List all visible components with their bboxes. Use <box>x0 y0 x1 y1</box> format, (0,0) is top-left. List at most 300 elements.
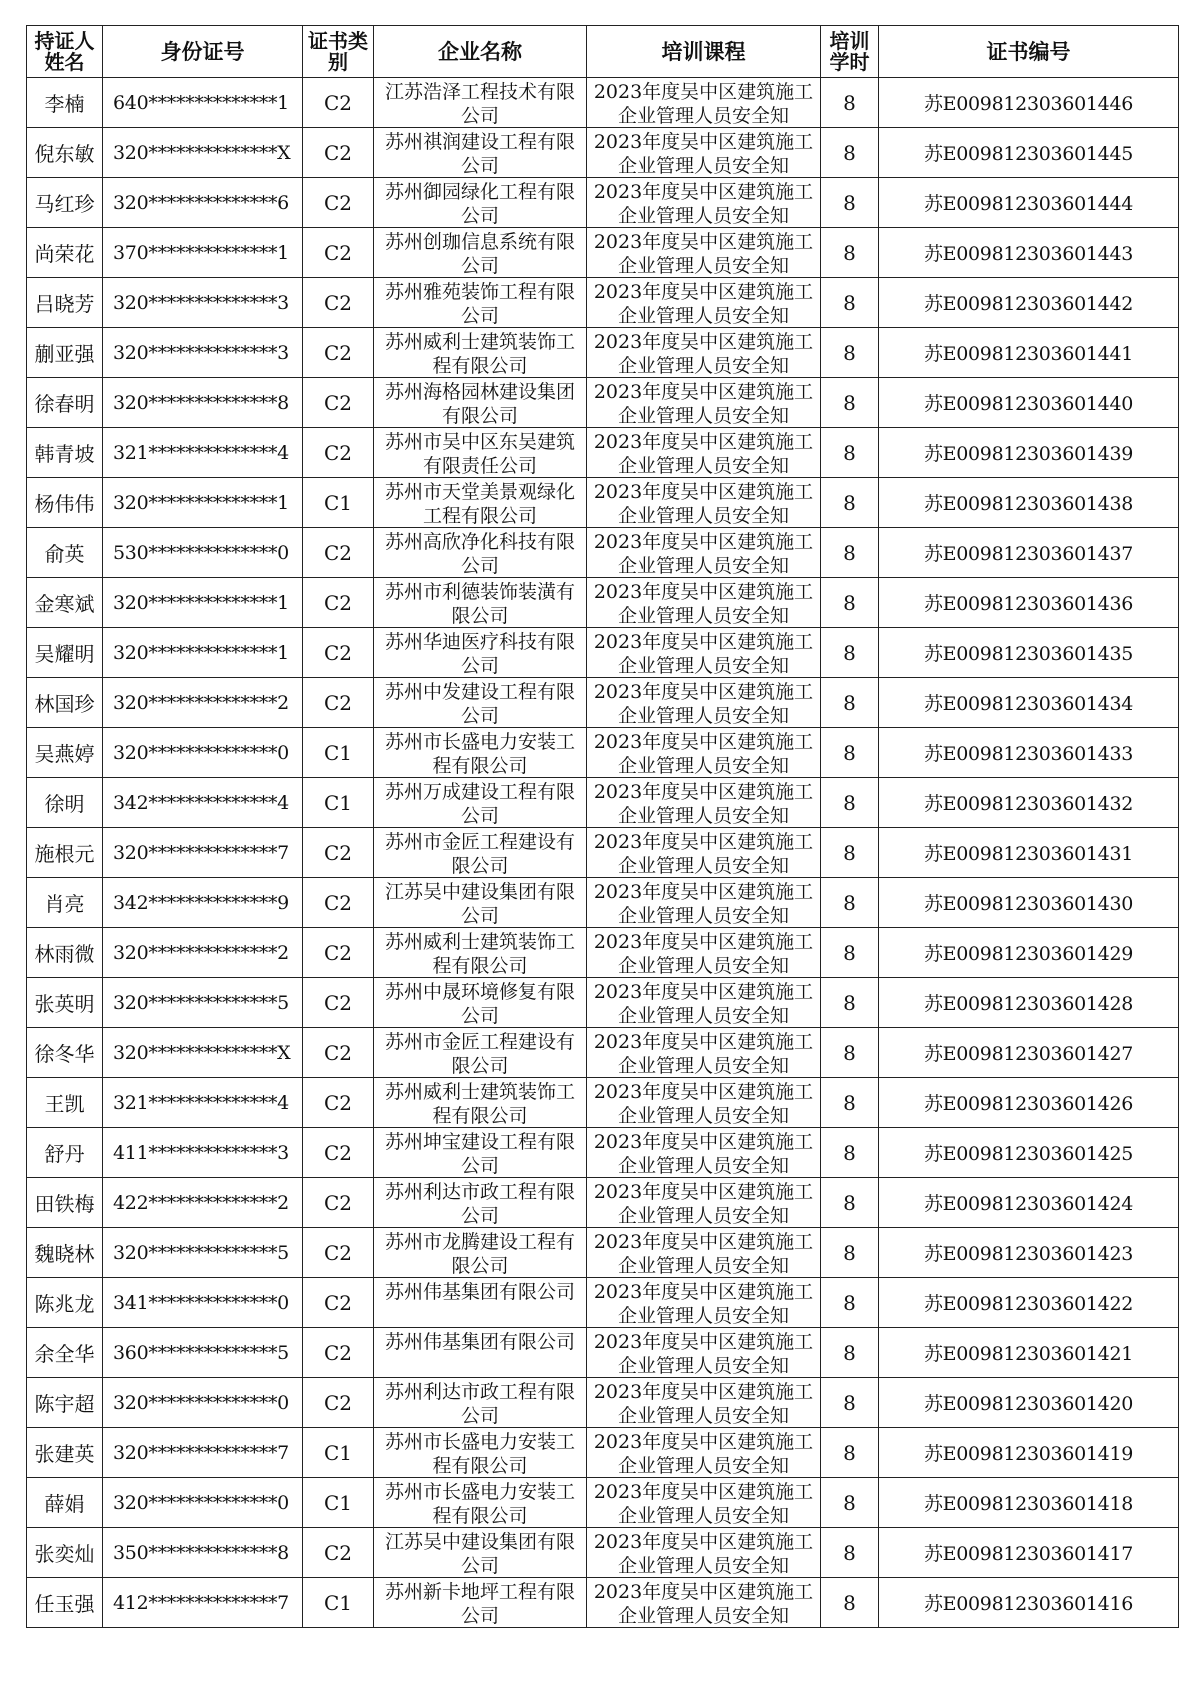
cell-company-text: 苏州伟基集团有限公司 <box>384 1280 575 1303</box>
cell-course <box>587 428 821 478</box>
table-row <box>27 1278 1179 1328</box>
cell-hours: 8 <box>821 928 879 978</box>
table-row <box>27 1128 1179 1178</box>
cell-course <box>587 528 821 578</box>
cell-cert-number: 苏E009812303601420 <box>879 1378 1179 1428</box>
table-row <box>27 1228 1179 1278</box>
cell-course <box>587 1128 821 1178</box>
cell-cert-number: 苏E009812303601416 <box>879 1578 1179 1628</box>
cell-id-number: 341**************0 <box>103 1278 303 1328</box>
cell-cert-type: C2 <box>303 428 374 478</box>
cell-id-number: 320**************0 <box>103 1378 303 1428</box>
cell-id-number: 342**************4 <box>103 778 303 828</box>
cell-company <box>374 428 587 478</box>
cell-hours: 8 <box>821 1128 879 1178</box>
cell-course-text: 2023年度吴中区建筑施工企业管理人员安全知 <box>593 680 814 726</box>
cell-course <box>587 578 821 628</box>
table-row <box>27 928 1179 978</box>
cell-cert-type: C2 <box>303 1228 374 1278</box>
cell-holder-name: 林国珍 <box>27 678 103 728</box>
cell-holder-name: 陈宇超 <box>27 1378 103 1428</box>
cell-course-text: 2023年度吴中区建筑施工企业管理人员安全知 <box>593 1530 814 1576</box>
cell-cert-type: C2 <box>303 228 374 278</box>
cell-cert-type: C2 <box>303 1028 374 1078</box>
cell-course-text: 2023年度吴中区建筑施工企业管理人员安全知 <box>593 530 814 576</box>
cell-holder-name: 徐明 <box>27 778 103 828</box>
cell-course-text: 2023年度吴中区建筑施工企业管理人员安全知 <box>593 780 814 826</box>
cell-company <box>374 528 587 578</box>
cell-hours: 8 <box>821 428 879 478</box>
cell-course-text: 2023年度吴中区建筑施工企业管理人员安全知 <box>593 230 814 276</box>
table-row <box>27 128 1179 178</box>
cell-hours: 8 <box>821 1078 879 1128</box>
cell-cert-type: C1 <box>303 728 374 778</box>
cell-company-text: 苏州利达市政工程有限公司 <box>384 1380 575 1426</box>
cell-cert-number: 苏E009812303601418 <box>879 1478 1179 1528</box>
cell-cert-type: C2 <box>303 378 374 428</box>
cell-cert-type: C2 <box>303 1128 374 1178</box>
header-company: 企业名称 <box>374 26 587 78</box>
cell-cert-number: 苏E009812303601444 <box>879 178 1179 228</box>
cell-company <box>374 578 587 628</box>
cell-course <box>587 1028 821 1078</box>
cell-course-text: 2023年度吴中区建筑施工企业管理人员安全知 <box>593 1430 814 1476</box>
cell-course <box>587 1078 821 1128</box>
cell-course-text: 2023年度吴中区建筑施工企业管理人员安全知 <box>593 280 814 326</box>
table-row <box>27 1178 1179 1228</box>
cell-company <box>374 128 587 178</box>
cell-holder-name: 张奕灿 <box>27 1528 103 1578</box>
table-row <box>27 678 1179 728</box>
table-row <box>27 778 1179 828</box>
cell-company <box>374 78 587 128</box>
cell-hours: 8 <box>821 1328 879 1378</box>
cell-cert-type: C2 <box>303 678 374 728</box>
cell-holder-name: 吴燕婷 <box>27 728 103 778</box>
cell-holder-name: 田铁梅 <box>27 1178 103 1228</box>
cell-company <box>374 878 587 928</box>
cell-company-text: 苏州市吴中区东吴建筑有限责任公司 <box>384 430 575 476</box>
cell-cert-number: 苏E009812303601421 <box>879 1328 1179 1378</box>
cell-cert-number: 苏E009812303601445 <box>879 128 1179 178</box>
header-course: 培训课程 <box>587 26 821 78</box>
cell-hours: 8 <box>821 1428 879 1478</box>
cell-course <box>587 328 821 378</box>
cell-course <box>587 228 821 278</box>
cell-hours: 8 <box>821 678 879 728</box>
cell-company <box>374 278 587 328</box>
cell-cert-type: C2 <box>303 1378 374 1428</box>
cell-cert-number: 苏E009812303601424 <box>879 1178 1179 1228</box>
cell-company-text: 苏州中晟环境修复有限公司 <box>384 980 575 1026</box>
cell-company-text: 苏州高欣净化科技有限公司 <box>384 530 575 576</box>
cell-id-number: 320**************3 <box>103 278 303 328</box>
cell-company-text: 苏州万成建设工程有限公司 <box>384 780 575 826</box>
table-row <box>27 278 1179 328</box>
cell-company-text: 苏州御园绿化工程有限公司 <box>384 180 575 226</box>
table-row <box>27 478 1179 528</box>
cell-cert-type: C2 <box>303 978 374 1028</box>
cell-id-number: 321**************4 <box>103 428 303 478</box>
cell-course-text: 2023年度吴中区建筑施工企业管理人员安全知 <box>593 1480 814 1526</box>
cell-cert-number: 苏E009812303601425 <box>879 1128 1179 1178</box>
cell-cert-number: 苏E009812303601430 <box>879 878 1179 928</box>
cell-course-text: 2023年度吴中区建筑施工企业管理人员安全知 <box>593 80 814 126</box>
cell-holder-name: 李楠 <box>27 78 103 128</box>
cell-hours: 8 <box>821 228 879 278</box>
cell-course <box>587 278 821 328</box>
cell-cert-type: C1 <box>303 1428 374 1478</box>
cell-company-text: 苏州市龙腾建设工程有限公司 <box>384 1230 575 1276</box>
cell-company <box>374 828 587 878</box>
cell-holder-name: 金寒斌 <box>27 578 103 628</box>
cell-company <box>374 1378 587 1428</box>
cell-company-text: 苏州中发建设工程有限公司 <box>384 680 575 726</box>
cell-course-text: 2023年度吴中区建筑施工企业管理人员安全知 <box>593 1030 814 1076</box>
cell-course <box>587 1228 821 1278</box>
cell-company-text: 苏州市金匠工程建设有限公司 <box>384 1030 575 1076</box>
cell-id-number: 320**************2 <box>103 928 303 978</box>
table-header <box>27 26 1179 78</box>
cell-holder-name: 张英明 <box>27 978 103 1028</box>
cell-hours: 8 <box>821 328 879 378</box>
cell-course <box>587 378 821 428</box>
table-row <box>27 1328 1179 1378</box>
cell-course-text: 2023年度吴中区建筑施工企业管理人员安全知 <box>593 1330 814 1376</box>
table-row <box>27 178 1179 228</box>
cell-cert-type: C2 <box>303 1328 374 1378</box>
cell-holder-name: 王凯 <box>27 1078 103 1128</box>
cell-holder-name: 薛娟 <box>27 1478 103 1528</box>
cell-id-number: 320**************5 <box>103 978 303 1028</box>
cell-cert-number: 苏E009812303601440 <box>879 378 1179 428</box>
cell-company-text: 苏州市天堂美景观绿化工程有限公司 <box>384 480 575 526</box>
cell-cert-number: 苏E009812303601439 <box>879 428 1179 478</box>
cell-course <box>587 728 821 778</box>
cell-id-number: 320**************0 <box>103 728 303 778</box>
cell-company-text: 苏州祺润建设工程有限公司 <box>384 130 575 176</box>
cell-cert-number: 苏E009812303601432 <box>879 778 1179 828</box>
table-row <box>27 528 1179 578</box>
table-row <box>27 428 1179 478</box>
cell-course-text: 2023年度吴中区建筑施工企业管理人员安全知 <box>593 830 814 876</box>
cell-course-text: 2023年度吴中区建筑施工企业管理人员安全知 <box>593 1130 814 1176</box>
table-row <box>27 878 1179 928</box>
cell-cert-type: C2 <box>303 128 374 178</box>
cell-hours: 8 <box>821 1228 879 1278</box>
cell-hours: 8 <box>821 828 879 878</box>
header-id-number: 身份证号 <box>103 26 303 78</box>
cell-course-text: 2023年度吴中区建筑施工企业管理人员安全知 <box>593 330 814 376</box>
cell-company <box>374 1128 587 1178</box>
table-row <box>27 78 1179 128</box>
cell-course <box>587 828 821 878</box>
cell-company-text: 苏州伟基集团有限公司 <box>384 1330 575 1353</box>
cell-course <box>587 1278 821 1328</box>
cell-course-text: 2023年度吴中区建筑施工企业管理人员安全知 <box>593 180 814 226</box>
cell-company-text: 苏州市长盛电力安装工程有限公司 <box>384 1480 575 1526</box>
cell-holder-name: 林雨微 <box>27 928 103 978</box>
header-row <box>27 26 1179 78</box>
table-row <box>27 378 1179 428</box>
cell-hours: 8 <box>821 1278 879 1328</box>
cell-id-number: 320**************X <box>103 128 303 178</box>
cell-id-number: 412**************7 <box>103 1578 303 1628</box>
cell-company <box>374 1528 587 1578</box>
cell-id-number: 370**************1 <box>103 228 303 278</box>
cell-id-number: 320**************1 <box>103 628 303 678</box>
cell-course-text: 2023年度吴中区建筑施工企业管理人员安全知 <box>593 880 814 926</box>
cell-holder-name: 马红珍 <box>27 178 103 228</box>
cell-cert-number: 苏E009812303601419 <box>879 1428 1179 1478</box>
cell-company <box>374 378 587 428</box>
cell-hours: 8 <box>821 1528 879 1578</box>
cell-holder-name: 任玉强 <box>27 1578 103 1628</box>
cell-course <box>587 78 821 128</box>
cell-hours: 8 <box>821 878 879 928</box>
header-hours: 培训学时 <box>821 26 879 78</box>
cell-holder-name: 魏晓林 <box>27 1228 103 1278</box>
cell-holder-name: 韩青坡 <box>27 428 103 478</box>
cell-company-text: 苏州市利德装饰装潢有限公司 <box>384 580 575 626</box>
cell-course-text: 2023年度吴中区建筑施工企业管理人员安全知 <box>593 980 814 1026</box>
cell-hours: 8 <box>821 728 879 778</box>
cell-company <box>374 478 587 528</box>
cell-id-number: 320**************8 <box>103 378 303 428</box>
cell-id-number: 640**************1 <box>103 78 303 128</box>
cell-company <box>374 628 587 678</box>
cell-company-text: 苏州威利士建筑装饰工程有限公司 <box>384 330 575 376</box>
cell-hours: 8 <box>821 1578 879 1628</box>
table-row <box>27 1378 1179 1428</box>
cell-course <box>587 628 821 678</box>
table-row <box>27 728 1179 778</box>
cell-id-number: 321**************4 <box>103 1078 303 1128</box>
table-row <box>27 1428 1179 1478</box>
cell-course <box>587 1378 821 1428</box>
cell-company-text: 苏州坤宝建设工程有限公司 <box>384 1130 575 1176</box>
cell-cert-type: C2 <box>303 1178 374 1228</box>
cell-cert-type: C2 <box>303 578 374 628</box>
cell-id-number: 320**************3 <box>103 328 303 378</box>
cell-company <box>374 1078 587 1128</box>
cell-cert-type: C2 <box>303 78 374 128</box>
cell-course-text: 2023年度吴中区建筑施工企业管理人员安全知 <box>593 580 814 626</box>
cell-cert-number: 苏E009812303601431 <box>879 828 1179 878</box>
cell-course <box>587 778 821 828</box>
cell-cert-number: 苏E009812303601417 <box>879 1528 1179 1578</box>
table-row <box>27 328 1179 378</box>
cell-holder-name: 施根元 <box>27 828 103 878</box>
cell-company-text: 苏州新卡地坪工程有限公司 <box>384 1580 575 1626</box>
table-body <box>27 78 1179 1628</box>
cell-company <box>374 728 587 778</box>
table-row <box>27 1528 1179 1578</box>
cell-course-text: 2023年度吴中区建筑施工企业管理人员安全知 <box>593 380 814 426</box>
cell-hours: 8 <box>821 1478 879 1528</box>
cell-cert-type: C2 <box>303 628 374 678</box>
table-row <box>27 628 1179 678</box>
cell-cert-type: C2 <box>303 328 374 378</box>
cell-course-text: 2023年度吴中区建筑施工企业管理人员安全知 <box>593 1380 814 1426</box>
cell-id-number: 320**************7 <box>103 1428 303 1478</box>
cell-company-text: 江苏吴中建设集团有限公司 <box>384 1530 575 1576</box>
table-row <box>27 1028 1179 1078</box>
cell-cert-number: 苏E009812303601437 <box>879 528 1179 578</box>
cell-course-text: 2023年度吴中区建筑施工企业管理人员安全知 <box>593 1230 814 1276</box>
cell-cert-type: C1 <box>303 1578 374 1628</box>
cell-hours: 8 <box>821 1028 879 1078</box>
cell-cert-number: 苏E009812303601442 <box>879 278 1179 328</box>
cell-holder-name: 吴耀明 <box>27 628 103 678</box>
cell-course <box>587 478 821 528</box>
cell-course-text: 2023年度吴中区建筑施工企业管理人员安全知 <box>593 930 814 976</box>
cell-hours: 8 <box>821 78 879 128</box>
cell-holder-name: 余全华 <box>27 1328 103 1378</box>
cell-holder-name: 徐冬华 <box>27 1028 103 1078</box>
cell-company <box>374 1278 587 1328</box>
cell-cert-number: 苏E009812303601435 <box>879 628 1179 678</box>
cell-course-text: 2023年度吴中区建筑施工企业管理人员安全知 <box>593 1280 814 1326</box>
cell-hours: 8 <box>821 778 879 828</box>
cell-cert-type: C2 <box>303 878 374 928</box>
cell-course-text: 2023年度吴中区建筑施工企业管理人员安全知 <box>593 480 814 526</box>
cell-course <box>587 1328 821 1378</box>
cell-id-number: 320**************X <box>103 1028 303 1078</box>
cell-holder-name: 蒯亚强 <box>27 328 103 378</box>
cell-cert-type: C2 <box>303 1078 374 1128</box>
cell-cert-number: 苏E009812303601429 <box>879 928 1179 978</box>
cell-company <box>374 1328 587 1378</box>
cell-company-text: 苏州海格园林建设集团有限公司 <box>384 380 575 426</box>
cell-cert-type: C2 <box>303 278 374 328</box>
cell-holder-name: 徐春明 <box>27 378 103 428</box>
cell-hours: 8 <box>821 978 879 1028</box>
cell-course <box>587 178 821 228</box>
cell-company <box>374 928 587 978</box>
cell-course-text: 2023年度吴中区建筑施工企业管理人员安全知 <box>593 1580 814 1626</box>
table-row <box>27 1478 1179 1528</box>
cell-cert-number: 苏E009812303601446 <box>879 78 1179 128</box>
cell-company <box>374 1178 587 1228</box>
cell-hours: 8 <box>821 628 879 678</box>
cell-holder-name: 张建英 <box>27 1428 103 1478</box>
cell-id-number: 342**************9 <box>103 878 303 928</box>
cell-holder-name: 尚荣花 <box>27 228 103 278</box>
cell-cert-type: C2 <box>303 528 374 578</box>
cell-company <box>374 978 587 1028</box>
cell-cert-type: C2 <box>303 178 374 228</box>
cell-course <box>587 678 821 728</box>
table-row <box>27 1078 1179 1128</box>
cell-holder-name: 陈兆龙 <box>27 1278 103 1328</box>
cell-company <box>374 1478 587 1528</box>
cell-company-text: 苏州华迪医疗科技有限公司 <box>384 630 575 676</box>
header-cert-number: 证书编号 <box>879 26 1179 78</box>
cell-cert-number: 苏E009812303601434 <box>879 678 1179 728</box>
cell-company-text: 苏州市长盛电力安装工程有限公司 <box>384 730 575 776</box>
cell-id-number: 320**************1 <box>103 478 303 528</box>
cell-cert-number: 苏E009812303601438 <box>879 478 1179 528</box>
cell-course <box>587 1578 821 1628</box>
cell-id-number: 320**************1 <box>103 578 303 628</box>
cell-company-text: 江苏浩泽工程技术有限公司 <box>384 80 575 126</box>
cell-company-text: 苏州市长盛电力安装工程有限公司 <box>384 1430 575 1476</box>
header-cert-type: 证书类别 <box>303 26 374 78</box>
cell-id-number: 530**************0 <box>103 528 303 578</box>
cell-hours: 8 <box>821 528 879 578</box>
cell-company <box>374 1428 587 1478</box>
cell-course-text: 2023年度吴中区建筑施工企业管理人员安全知 <box>593 1080 814 1126</box>
cell-cert-number: 苏E009812303601433 <box>879 728 1179 778</box>
cell-course-text: 2023年度吴中区建筑施工企业管理人员安全知 <box>593 630 814 676</box>
table-row <box>27 978 1179 1028</box>
cell-id-number: 411**************3 <box>103 1128 303 1178</box>
cell-hours: 8 <box>821 578 879 628</box>
table-row <box>27 828 1179 878</box>
cell-company <box>374 1578 587 1628</box>
cell-hours: 8 <box>821 278 879 328</box>
cell-hours: 8 <box>821 1178 879 1228</box>
cell-course <box>587 1428 821 1478</box>
cell-course-text: 2023年度吴中区建筑施工企业管理人员安全知 <box>593 430 814 476</box>
cell-cert-type: C1 <box>303 778 374 828</box>
cell-course <box>587 1528 821 1578</box>
cell-holder-name: 舒丹 <box>27 1128 103 1178</box>
cell-company-text: 苏州雅苑装饰工程有限公司 <box>384 280 575 326</box>
cell-course <box>587 978 821 1028</box>
cell-course <box>587 128 821 178</box>
cell-id-number: 360**************5 <box>103 1328 303 1378</box>
cell-cert-number: 苏E009812303601443 <box>879 228 1179 278</box>
cell-company-text: 苏州威利士建筑装饰工程有限公司 <box>384 930 575 976</box>
cell-company-text: 苏州创珈信息系统有限公司 <box>384 230 575 276</box>
cell-cert-number: 苏E009812303601423 <box>879 1228 1179 1278</box>
cell-company <box>374 328 587 378</box>
cell-holder-name: 倪东敏 <box>27 128 103 178</box>
cell-cert-number: 苏E009812303601422 <box>879 1278 1179 1328</box>
cell-cert-type: C2 <box>303 1528 374 1578</box>
cell-company <box>374 228 587 278</box>
cell-course <box>587 1178 821 1228</box>
cell-id-number: 320**************5 <box>103 1228 303 1278</box>
cell-holder-name: 俞英 <box>27 528 103 578</box>
cell-holder-name: 吕晓芳 <box>27 278 103 328</box>
cell-cert-number: 苏E009812303601428 <box>879 978 1179 1028</box>
certificate-table <box>26 25 1179 1628</box>
cell-company <box>374 1028 587 1078</box>
cell-cert-number: 苏E009812303601427 <box>879 1028 1179 1078</box>
cell-hours: 8 <box>821 178 879 228</box>
cell-id-number: 320**************2 <box>103 678 303 728</box>
cell-cert-type: C2 <box>303 828 374 878</box>
table-row <box>27 1578 1179 1628</box>
cell-course-text: 2023年度吴中区建筑施工企业管理人员安全知 <box>593 130 814 176</box>
cell-hours: 8 <box>821 128 879 178</box>
cell-company <box>374 178 587 228</box>
cell-company-text: 苏州利达市政工程有限公司 <box>384 1180 575 1226</box>
cell-company-text: 江苏吴中建设集团有限公司 <box>384 880 575 926</box>
table-row <box>27 228 1179 278</box>
cell-company-text: 苏州市金匠工程建设有限公司 <box>384 830 575 876</box>
cell-course <box>587 878 821 928</box>
cell-cert-type: C2 <box>303 928 374 978</box>
cell-id-number: 422**************2 <box>103 1178 303 1228</box>
cell-id-number: 350**************8 <box>103 1528 303 1578</box>
cell-id-number: 320**************7 <box>103 828 303 878</box>
cell-company <box>374 1228 587 1278</box>
cell-cert-number: 苏E009812303601426 <box>879 1078 1179 1128</box>
